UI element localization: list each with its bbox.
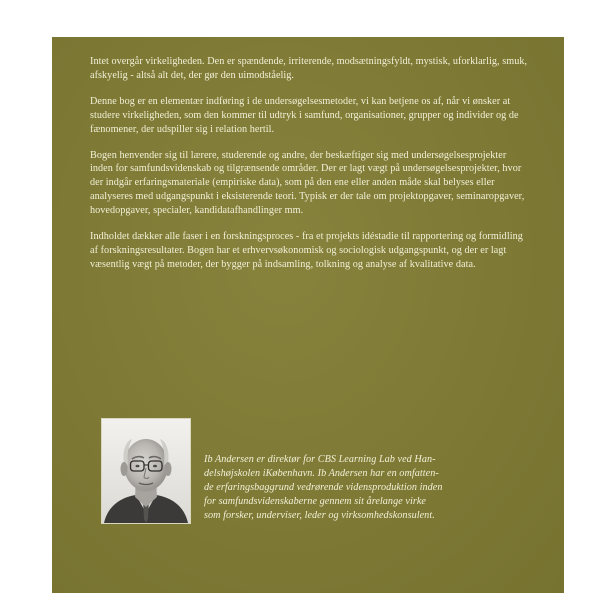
bio-line: Ib Andersen er direktør for CBS Learning Lab ved Han- <box>204 454 436 465</box>
author-bio <box>204 453 544 523</box>
blurb-paragraph-4: Indholdet dækker alle faser i en forskningsproces - fra et projekts idéstadie til rapportering og formidling af forskningsresultater. Bogen har et erhvervsøkonomisk og sociologisk udgangspunkt, og der er lagt væsentlig vægt på metoder, der bygger på indsamling, tolkning og analyse af kvalitative data. <box>90 231 523 270</box>
blurb-paragraph-1: Intet overgår virkeligheden. Den er spændende, irriterende, modsætningsfyldt, mystisk, uforklarlig, smuk, afskyelig - altså alt det, der gør den uimodståelig. <box>90 56 528 81</box>
author-portrait-image <box>102 419 190 523</box>
bio-line: de erfaringsbaggrund vedrørende vidensproduktion inden <box>204 482 443 493</box>
back-cover <box>52 37 564 593</box>
bio-line: for samfundsvidenskaberne gennem sit årelange virke <box>204 496 427 507</box>
bio-line: delshøjskolen iKøbenhavn. Ib Andersen har en omfatten- <box>204 468 439 479</box>
blurb-paragraph-2: Denne bog er en elementær indføring i de undersøgelsesmetoder, vi kan betjene os af, når vi ønsker at studere virkeligheden, som den kommer til udtryk i samfund, organisationer, grupper og individer og de fænomener, der udspiller sig i relation hertil. <box>90 95 519 135</box>
blurb <box>90 55 530 284</box>
blurb-paragraph-3: Bogen henvender sig til lærere, studerende og andre, der beskæftiger sig med undersøgelsesprojekter inden for samfundsvidenskab og tilgrænsende områder. Der er lagt vægt på undersøgelsesprojekter, hvor der indgår erfaringsmateriale (empiriske data), som på den ene eller anden måde skal belyses eller analyseres med udgangspunkt i eksisterende teori. Typisk er der tale om projektopgaver, seminaropgaver, hovedopgaver, specialer, kandidatafhandlinger mm. <box>90 149 525 217</box>
author-photo <box>101 418 191 524</box>
bio-line: som forsker, underviser, leder og virksomhedskonsulent. <box>204 510 435 521</box>
